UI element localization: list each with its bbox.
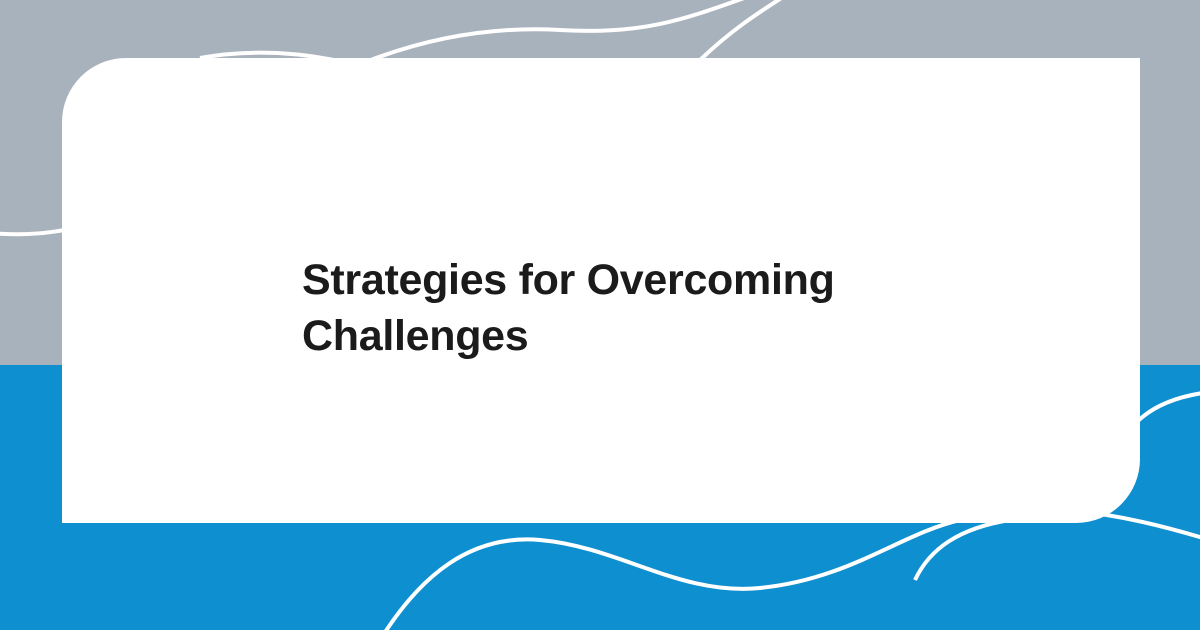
title-card [62, 58, 1140, 523]
page-title: Strategies for Overcoming Challenges [302, 256, 835, 360]
